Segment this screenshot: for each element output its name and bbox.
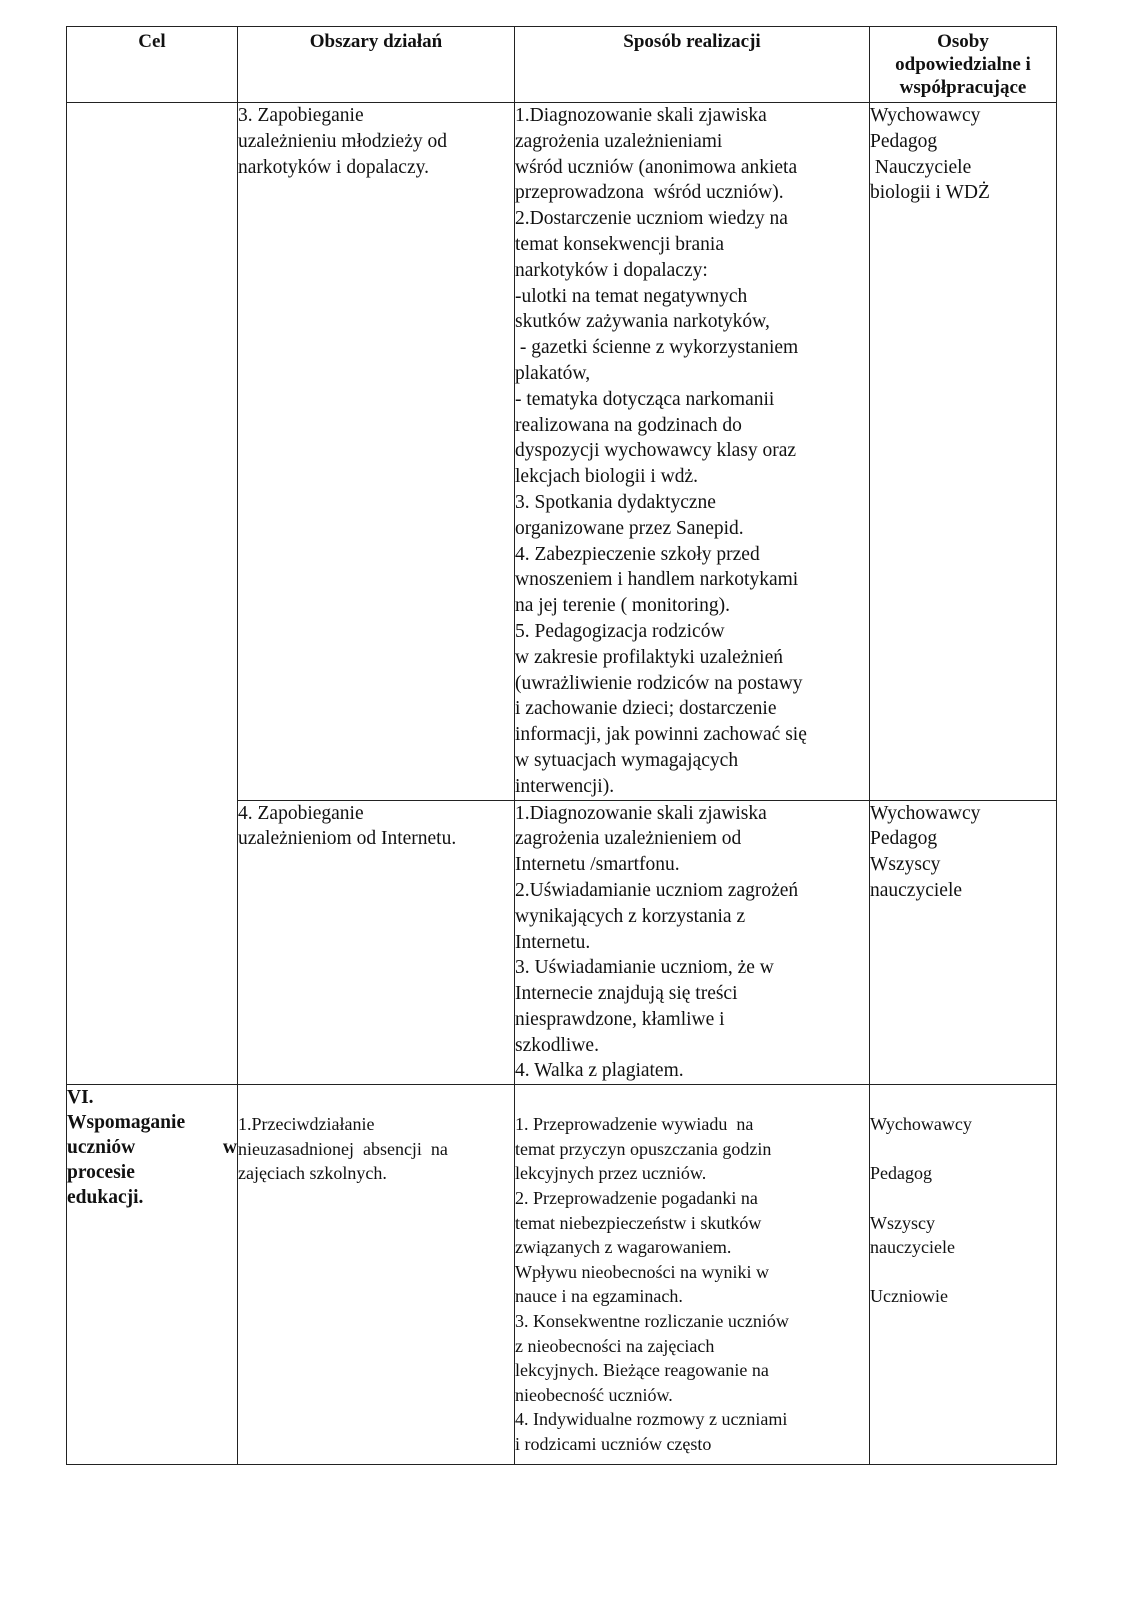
text-line: Internecie znajdują się treści [515,983,738,1005]
text-line: nieuzasadnionej absencji na [238,1138,448,1159]
text-line: i zachowanie dzieci; dostarczenie [515,698,777,720]
text-line: realizowana na godzinach do [515,414,742,436]
text-line: Wszyscy [870,1212,935,1233]
goal-word: w [222,1137,237,1159]
text-line: 2. Przeprowadzenie pogadanki na [515,1188,758,1209]
text-line: biologii i WDŻ [870,182,990,204]
header-osoby-line: Osoby [937,31,989,52]
text-line: Internetu. [515,931,591,953]
goal-line: edukacji. [67,1187,144,1209]
text-line: Pedagog [870,828,938,850]
header-sposob: Sposób realizacji [515,27,870,103]
persons-cell [870,1085,1057,1465]
area-cell [238,1085,515,1465]
text-line: narkotyków i dopalaczy: [515,259,708,281]
goal-line: Wspomaganie [67,1112,186,1134]
area-cell [238,800,515,1085]
text-line: zagrożenia uzależnieniem od [515,828,742,850]
text-line: Wszyscy [870,854,941,876]
text-line: skutków zażywania narkotyków, [515,311,770,333]
area-cell [238,103,515,801]
text-line: 4. Indywidualne rozmowy z uczniami [515,1409,788,1430]
text-line: Nauczyciele [870,156,972,178]
text-line: wnoszeniem i handlem narkotykami [515,569,799,591]
text-line: dyspozycji wychowawcy klasy oraz [515,440,797,462]
text-line: Wychowawcy [870,1114,972,1135]
text-line [870,1137,1056,1162]
text-line: 4. Walka z plagiatem. [515,1060,684,1082]
text-line: zajęciach szkolnych. [238,1163,387,1184]
text-line: organizowane przez Sanepid. [515,517,744,539]
text-line: (uwrażliwienie rodziców na postawy [515,672,803,694]
text-line: 3. Konsekwentne rozliczanie uczniów [515,1311,789,1332]
text-line: Pedagog [870,1163,932,1184]
text-line: 3. Spotkania dydaktyczne [515,491,716,513]
text-line: narkotyków i dopalaczy. [238,156,429,178]
text-line: temat niebezpieczeństw i skutków [515,1212,762,1233]
text-line: 4. Zabezpieczenie szkoły przed [515,543,760,565]
methods-cell [515,1085,870,1465]
text-line: w sytuacjach wymagających [515,749,739,771]
header-osoby-line: współpracujące [899,77,1027,98]
text-line: 1.Diagnozowanie skali zjawiska [515,105,767,126]
text-line: nieobecność uczniów. [515,1384,673,1405]
text-line: szkodliwe. [515,1034,599,1056]
header-cel: Cel [67,27,238,103]
header-osoby [870,27,1057,103]
text-line: temat konsekwencji brania [515,233,725,255]
text-line [870,1186,1056,1211]
text-line: z nieobecności na zajęciach [515,1335,715,1356]
methods-cell [515,103,870,801]
text-line: Internetu /smartfonu. [515,854,680,876]
text-line: związanych z wagarowaniem. [515,1237,732,1258]
goal-cell-empty [67,103,238,1085]
header-row [67,27,1057,103]
table-row-3 [67,103,1057,801]
text-line [870,1260,1056,1285]
text-line: 1.Przeciwdziałanie [238,1114,375,1135]
goal-line [67,1135,237,1160]
text-line: na jej terenie ( monitoring). [515,595,730,617]
text-line: temat przyczyn opuszczania godzin [515,1138,772,1159]
text-line: lekcjach biologii i wdż. [515,466,699,488]
text-line: wynikających z korzystania z [515,905,746,927]
text-line: plakatów, [515,362,591,384]
text-line: uzależnieniom od Internetu. [238,828,457,850]
text-line: interwencji). [515,775,615,797]
goal-word: uczniów [67,1137,136,1159]
text-line: wśród uczniów (anonimowa ankieta [515,156,798,178]
text-line: 3. Uświadamianie uczniom, że w [515,957,774,979]
persons-cell [870,103,1057,801]
program-table [66,26,1057,1465]
goal-line: procesie [67,1162,135,1184]
table-row-6 [67,1085,1057,1465]
text-line: nauczyciele [870,1237,955,1258]
text-line: 4. Zapobieganie [238,802,364,824]
text-line: w zakresie profilaktyki uzależnień [515,646,784,668]
text-line: informacji, jak powinni zachować się [515,724,807,746]
text-line: -ulotki na temat negatywnych [515,285,748,307]
text-line: lekcyjnych. Bieżące reagowanie na [515,1360,769,1381]
text-line: 2.Uświadamianie uczniom zagrożeń [515,879,799,901]
text-line: 2.Dostarczenie uczniom wiedzy na [515,208,788,230]
text-line: uzależnieniu młodzieży od [238,130,447,152]
header-obszary: Obszary działań [238,27,515,103]
text-line: nauczyciele [870,879,963,901]
text-line: i rodzicami uczniów często [515,1434,712,1454]
text-line: - gazetki ścienne z wykorzystaniem [515,337,799,359]
text-line: Wychowawcy [870,105,981,126]
text-line: 1.Diagnozowanie skali zjawiska [515,802,767,824]
text-line: Uczniowie [870,1286,948,1307]
text-line: 5. Pedagogizacja rodziców [515,620,725,642]
text-line: niesprawdzone, kłamliwe i [515,1008,725,1030]
persons-cell [870,800,1057,1085]
header-osoby-line: odpowiedzialne i [895,54,1031,75]
goal-cell [67,1085,238,1465]
text-line: zagrożenia uzależnieniami [515,130,723,152]
text-line: Pedagog [870,130,938,152]
text-line: przeprowadzona wśród uczniów). [515,182,784,204]
text-line: nauce i na egzaminach. [515,1286,683,1307]
goal-line: VI. [67,1087,94,1109]
text-line: Wpływu nieobecności na wyniki w [515,1261,769,1282]
methods-cell [515,800,870,1085]
text-line: - tematyka dotycząca narkomanii [515,388,775,410]
text-line: 3. Zapobieganie [238,105,364,126]
text-line: 1. Przeprowadzenie wywiadu na [515,1114,754,1135]
text-line: lekcyjnych przez uczniów. [515,1163,707,1184]
text-line: Wychowawcy [870,802,981,824]
